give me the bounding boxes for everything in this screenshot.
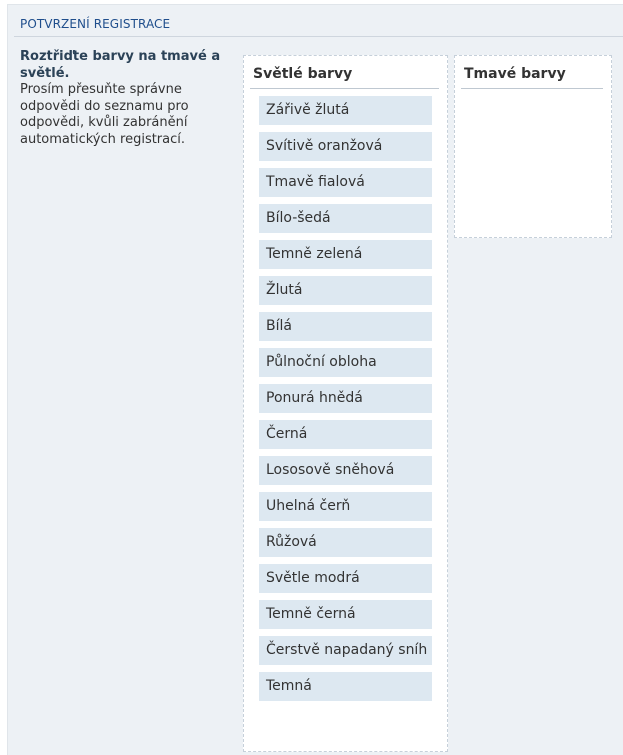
draggable-color-item[interactable]: Bílá (259, 312, 432, 341)
draggable-color-item[interactable]: Temně zelená (259, 240, 432, 269)
draggable-color-item[interactable]: Bílo-šedá (259, 204, 432, 233)
light-colors-header: Světlé barvy (253, 66, 353, 82)
draggable-color-item[interactable]: Temná (259, 672, 432, 701)
dark-colors-dropzone[interactable] (454, 55, 612, 238)
instruction-text: Prosím přesuňte správne odpovědi do seznamu pro odpovědi, kvůli zabránění automatických registrací. (20, 82, 189, 147)
instructions (20, 49, 232, 148)
draggable-color-item[interactable]: Žlutá (259, 276, 432, 305)
draggable-color-item[interactable]: Uhelná čerň (259, 492, 432, 521)
light-colors-list (259, 96, 432, 708)
draggable-color-item[interactable]: Tmavě fialová (259, 168, 432, 197)
registration-confirmation-panel (7, 4, 623, 755)
dark-colors-header: Tmavé barvy (464, 66, 566, 82)
light-colors-dropzone[interactable] (243, 55, 448, 752)
light-colors-divider (250, 88, 439, 89)
draggable-color-item[interactable]: Lososově sněhová (259, 456, 432, 485)
draggable-color-item[interactable]: Temně černá (259, 600, 432, 629)
draggable-color-item[interactable]: Zářivě žlutá (259, 96, 432, 125)
draggable-color-item[interactable]: Růžová (259, 528, 432, 557)
draggable-color-item[interactable]: Půlnoční obloha (259, 348, 432, 377)
instruction-heading: Roztřiďte barvy na tmavé a světlé. (20, 49, 221, 81)
draggable-color-item[interactable]: Čerstvě napadaný sníh (259, 636, 432, 665)
dark-colors-divider (461, 88, 603, 89)
draggable-color-item[interactable]: Svítivě oranžová (259, 132, 432, 161)
draggable-color-item[interactable]: Černá (259, 420, 432, 449)
panel-title: POTVRZENÍ REGISTRACE (20, 17, 171, 31)
title-divider (14, 36, 623, 37)
draggable-color-item[interactable]: Světle modrá (259, 564, 432, 593)
draggable-color-item[interactable]: Ponurá hnědá (259, 384, 432, 413)
